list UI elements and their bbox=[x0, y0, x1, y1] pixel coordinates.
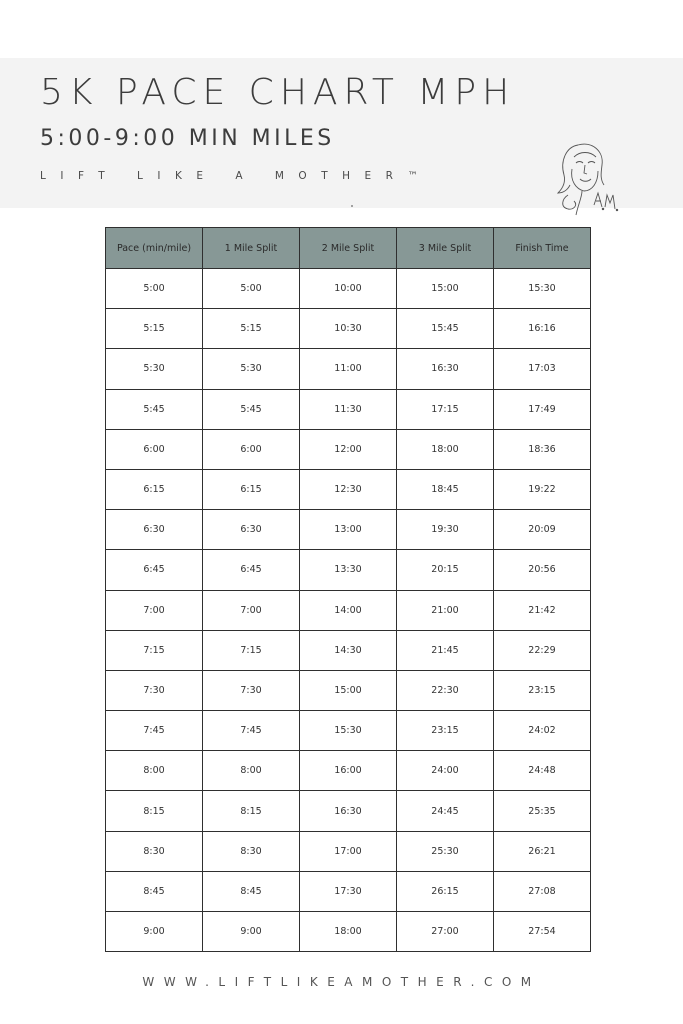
mile-1-split-cell: 8:45 bbox=[203, 871, 300, 911]
table-row bbox=[106, 429, 591, 469]
column-header-2-mile: 2 Mile Split bbox=[300, 228, 397, 269]
pace-cell: 6:45 bbox=[106, 550, 203, 590]
table-row bbox=[106, 550, 591, 590]
table-row bbox=[106, 469, 591, 509]
table-row bbox=[106, 871, 591, 911]
mile-2-split-cell: 14:30 bbox=[300, 630, 397, 670]
pace-cell: 7:45 bbox=[106, 711, 203, 751]
finish-time-cell: 27:54 bbox=[494, 912, 591, 952]
mile-2-split-cell: 13:00 bbox=[300, 510, 397, 550]
mile-2-split-cell: 15:00 bbox=[300, 670, 397, 710]
mile-3-split-cell: 21:00 bbox=[397, 590, 494, 630]
mile-2-split-cell: 10:00 bbox=[300, 269, 397, 309]
decorative-dot bbox=[351, 205, 353, 207]
mile-1-split-cell: 6:45 bbox=[203, 550, 300, 590]
mile-1-split-cell: 8:30 bbox=[203, 831, 300, 871]
finish-time-cell: 15:30 bbox=[494, 269, 591, 309]
mile-1-split-cell: 8:00 bbox=[203, 751, 300, 791]
mile-2-split-cell: 11:30 bbox=[300, 389, 397, 429]
mile-2-split-cell: 10:30 bbox=[300, 309, 397, 349]
mile-1-split-cell: 6:15 bbox=[203, 469, 300, 509]
brand-logo-icon bbox=[548, 135, 623, 220]
mile-3-split-cell: 24:45 bbox=[397, 791, 494, 831]
pace-cell: 7:00 bbox=[106, 590, 203, 630]
pace-cell: 6:15 bbox=[106, 469, 203, 509]
table-row bbox=[106, 389, 591, 429]
mile-2-split-cell: 13:30 bbox=[300, 550, 397, 590]
finish-time-cell: 17:49 bbox=[494, 389, 591, 429]
pace-table bbox=[105, 227, 591, 952]
mile-2-split-cell: 12:30 bbox=[300, 469, 397, 509]
mile-1-split-cell: 6:30 bbox=[203, 510, 300, 550]
mile-1-split-cell: 7:45 bbox=[203, 711, 300, 751]
column-header-3-mile: 3 Mile Split bbox=[397, 228, 494, 269]
pace-cell: 8:45 bbox=[106, 871, 203, 911]
mile-2-split-cell: 14:00 bbox=[300, 590, 397, 630]
pace-cell: 7:30 bbox=[106, 670, 203, 710]
pace-cell: 6:00 bbox=[106, 429, 203, 469]
column-header-finish: Finish Time bbox=[494, 228, 591, 269]
mile-3-split-cell: 22:30 bbox=[397, 670, 494, 710]
mile-1-split-cell: 5:00 bbox=[203, 269, 300, 309]
table-header-row bbox=[106, 228, 591, 269]
finish-time-cell: 16:16 bbox=[494, 309, 591, 349]
mile-2-split-cell: 11:00 bbox=[300, 349, 397, 389]
finish-time-cell: 20:56 bbox=[494, 550, 591, 590]
finish-time-cell: 20:09 bbox=[494, 510, 591, 550]
pace-cell: 6:30 bbox=[106, 510, 203, 550]
pace-cell: 7:15 bbox=[106, 630, 203, 670]
mile-3-split-cell: 21:45 bbox=[397, 630, 494, 670]
table-row bbox=[106, 831, 591, 871]
table-row bbox=[106, 670, 591, 710]
mile-2-split-cell: 12:00 bbox=[300, 429, 397, 469]
website-url: WWW.LIFTLIKEAMOTHER.COM bbox=[142, 975, 541, 989]
table-row bbox=[106, 751, 591, 791]
finish-time-cell: 25:35 bbox=[494, 791, 591, 831]
mile-2-split-cell: 15:30 bbox=[300, 711, 397, 751]
mile-1-split-cell: 5:45 bbox=[203, 389, 300, 429]
mile-2-split-cell: 16:00 bbox=[300, 751, 397, 791]
mile-1-split-cell: 5:30 bbox=[203, 349, 300, 389]
mile-3-split-cell: 24:00 bbox=[397, 751, 494, 791]
finish-time-cell: 24:48 bbox=[494, 751, 591, 791]
pace-cell: 9:00 bbox=[106, 912, 203, 952]
mile-3-split-cell: 26:15 bbox=[397, 871, 494, 911]
page-subtitle: 5:00-9:00 MIN MILES bbox=[40, 126, 335, 151]
table-row bbox=[106, 912, 591, 952]
mile-3-split-cell: 27:00 bbox=[397, 912, 494, 952]
mile-1-split-cell: 5:15 bbox=[203, 309, 300, 349]
mile-3-split-cell: 15:00 bbox=[397, 269, 494, 309]
table-row bbox=[106, 711, 591, 751]
finish-time-cell: 21:42 bbox=[494, 590, 591, 630]
mile-3-split-cell: 17:15 bbox=[397, 389, 494, 429]
finish-time-cell: 19:22 bbox=[494, 469, 591, 509]
table-row bbox=[106, 309, 591, 349]
mile-1-split-cell: 7:30 bbox=[203, 670, 300, 710]
finish-time-cell: 18:36 bbox=[494, 429, 591, 469]
mile-1-split-cell: 8:15 bbox=[203, 791, 300, 831]
mile-2-split-cell: 16:30 bbox=[300, 791, 397, 831]
pace-table-body bbox=[106, 269, 591, 952]
table-row bbox=[106, 349, 591, 389]
pace-cell: 8:30 bbox=[106, 831, 203, 871]
finish-time-cell: 27:08 bbox=[494, 871, 591, 911]
pace-cell: 5:30 bbox=[106, 349, 203, 389]
pace-cell: 5:45 bbox=[106, 389, 203, 429]
pace-cell: 5:15 bbox=[106, 309, 203, 349]
table-row bbox=[106, 630, 591, 670]
column-header-pace: Pace (min/mile) bbox=[106, 228, 203, 269]
mile-3-split-cell: 15:45 bbox=[397, 309, 494, 349]
mile-1-split-cell: 6:00 bbox=[203, 429, 300, 469]
finish-time-cell: 17:03 bbox=[494, 349, 591, 389]
mile-1-split-cell: 9:00 bbox=[203, 912, 300, 952]
finish-time-cell: 26:21 bbox=[494, 831, 591, 871]
pace-cell: 8:00 bbox=[106, 751, 203, 791]
table-row bbox=[106, 269, 591, 309]
finish-time-cell: 22:29 bbox=[494, 630, 591, 670]
mile-1-split-cell: 7:15 bbox=[203, 630, 300, 670]
mile-3-split-cell: 25:30 bbox=[397, 831, 494, 871]
mile-2-split-cell: 18:00 bbox=[300, 912, 397, 952]
page-title: 5K PACE CHART MPH bbox=[40, 72, 516, 113]
pace-cell: 5:00 bbox=[106, 269, 203, 309]
mile-3-split-cell: 20:15 bbox=[397, 550, 494, 590]
pace-cell: 8:15 bbox=[106, 791, 203, 831]
mile-3-split-cell: 18:45 bbox=[397, 469, 494, 509]
table-row bbox=[106, 590, 591, 630]
mile-3-split-cell: 18:00 bbox=[397, 429, 494, 469]
mile-2-split-cell: 17:00 bbox=[300, 831, 397, 871]
column-header-1-mile: 1 Mile Split bbox=[203, 228, 300, 269]
mile-2-split-cell: 17:30 bbox=[300, 871, 397, 911]
brand-name: LIFT LIKE A MOTHER™ bbox=[40, 170, 433, 182]
mile-1-split-cell: 7:00 bbox=[203, 590, 300, 630]
mile-3-split-cell: 23:15 bbox=[397, 711, 494, 751]
mile-3-split-cell: 16:30 bbox=[397, 349, 494, 389]
mile-3-split-cell: 19:30 bbox=[397, 510, 494, 550]
table-row bbox=[106, 510, 591, 550]
finish-time-cell: 24:02 bbox=[494, 711, 591, 751]
finish-time-cell: 23:15 bbox=[494, 670, 591, 710]
table-row bbox=[106, 791, 591, 831]
